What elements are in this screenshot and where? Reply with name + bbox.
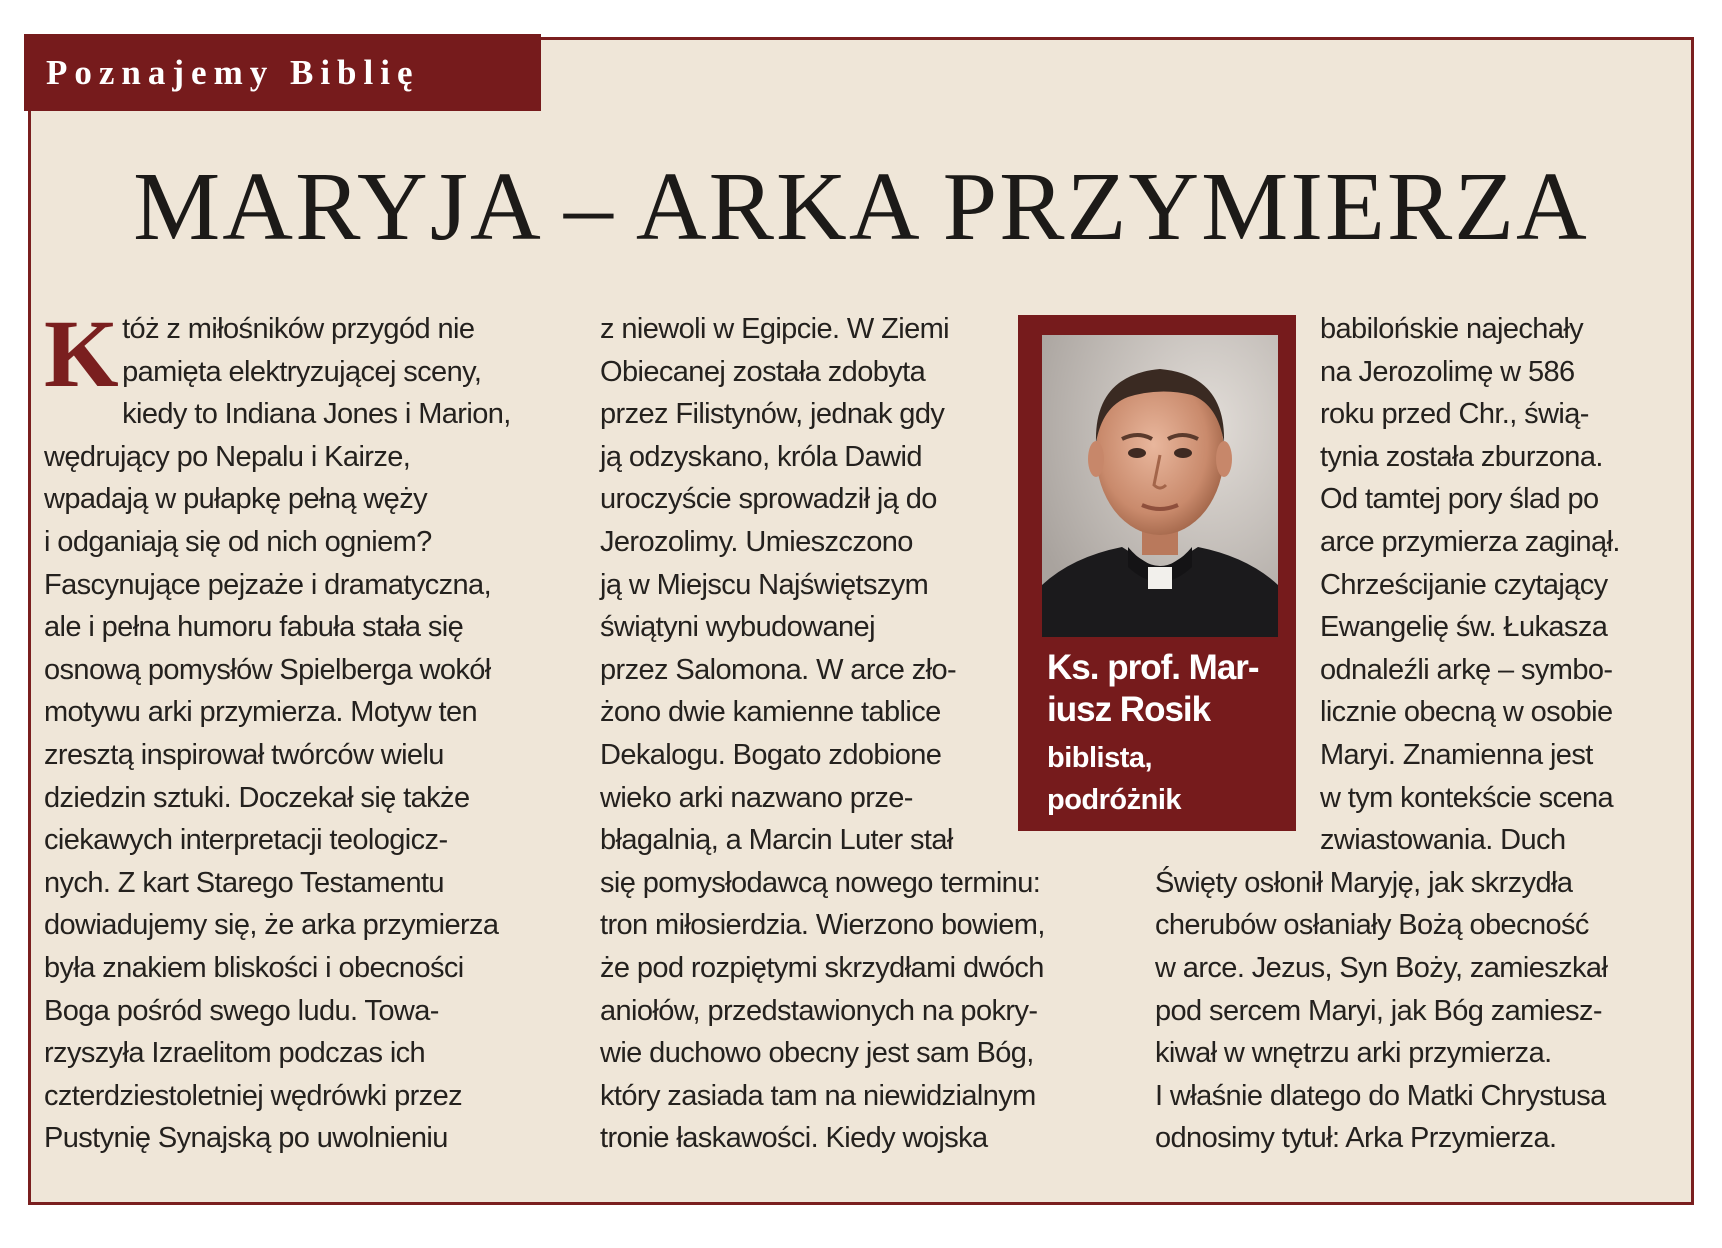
text-line: czterdziestoletniej wędrówki przez	[44, 1079, 462, 1112]
text-line: licznie obecną w osobie	[1320, 696, 1613, 729]
text-line: Maryi. Znamienna jest	[1320, 738, 1593, 771]
text-line: Święty osłonił Maryję, jak skrzydła	[1155, 866, 1573, 899]
text-line: dowiadujemy się, że arka przymierza	[44, 909, 499, 942]
text-line: tronie łaskawości. Kiedy wojska	[600, 1122, 988, 1155]
text-line: tron miłosierdzia. Wierzono bowiem,	[600, 909, 1045, 942]
text-line: ciekawych interpretacji teologicz-	[44, 824, 448, 857]
headline: MARYJA – ARKA PRZYMIERZA	[133, 153, 1589, 261]
text-line: wędrujący po Nepalu i Kairze,	[44, 440, 411, 473]
text-line: arce przymierza zaginął.	[1320, 525, 1620, 558]
text-line: i odganiają się od nich ogniem?	[44, 525, 432, 558]
text-line: który zasiada tam na niewidzialnym	[600, 1079, 1036, 1112]
text-line: w tym kontekście scena	[1320, 781, 1614, 814]
author-box	[1018, 315, 1296, 831]
text-line: Pustynię Synajską po uwolnieniu	[44, 1122, 448, 1155]
section-label: Poznajemy Biblię	[24, 34, 541, 111]
text-line: przez Filistynów, jednak gdy	[600, 398, 945, 431]
text-line: Ewangelię św. Łukasza	[1320, 611, 1608, 644]
text-line: Boga pośród swego ludu. Towa-	[44, 994, 439, 1027]
article-column-3-bottom	[1155, 862, 1685, 1160]
author-name-line: Ks. prof. Mar-	[1047, 648, 1259, 687]
text-line: że pod rozpiętymi skrzydłami dwóch	[600, 951, 1044, 984]
text-line: I właśnie dlatego do Matki Chrystusa	[1155, 1079, 1606, 1112]
article-column-1	[44, 300, 564, 1160]
text-line: tóż z miłośników przygód nie	[122, 313, 475, 345]
text-line: odnosimy tytuł: Arka Przymierza.	[1155, 1122, 1557, 1155]
text-line: osnową pomysłów Spielberga wokół	[44, 653, 491, 686]
text-line: ją odzyskano, króla Dawid	[600, 440, 922, 473]
text-line: żono dwie kamienne tablice	[600, 696, 941, 729]
author-role	[1047, 737, 1287, 821]
text-line: Obiecanej została zdobyta	[600, 355, 926, 388]
text-line: wpadają w pułapkę pełną węży	[44, 483, 428, 516]
text-line: Dekalogu. Bogato zdobione	[600, 738, 942, 771]
text-line: wieko arki nazwano prze-	[600, 781, 913, 814]
text-line: Chrześcijanie czytający	[1320, 568, 1608, 601]
author-name-line: iusz Rosik	[1047, 690, 1211, 729]
text-line: aniołów, przedstawionych na pokry-	[600, 994, 1038, 1027]
author-role-line: biblista,	[1047, 742, 1153, 774]
author-name	[1047, 647, 1287, 731]
text-line: się pomysłodawcą nowego terminu:	[600, 866, 1041, 899]
text-line: pod sercem Maryi, jak Bóg zamiesz-	[1155, 994, 1602, 1027]
text-line: kiedy to Indiana Jones i Marion,	[122, 398, 511, 431]
text-line: Jerozolimy. Umieszczono	[600, 525, 913, 558]
text-line: Fascynujące pejzaże i dramatyczna,	[44, 568, 492, 601]
drop-cap: K	[44, 300, 119, 407]
text-line: dziedzin sztuki. Doczekał się także	[44, 781, 470, 814]
text-line: błagalnią, a Marcin Luter stał	[600, 824, 953, 857]
text-line: rzyszyła Izraelitom podczas ich	[44, 1037, 426, 1070]
author-role-line: podróżnik	[1047, 784, 1182, 816]
text-line: w arce. Jezus, Syn Boży, zamieszkał	[1155, 951, 1608, 984]
text-line: babilońskie najechały	[1320, 313, 1584, 345]
text-line: cherubów osłaniały Bożą obecność	[1155, 909, 1589, 942]
text-line: kiwał w wnętrzu arki przymierza.	[1155, 1037, 1552, 1070]
text-line: na Jerozolimę w 586	[1320, 355, 1575, 388]
text-line: uroczyście sprowadził ją do	[600, 483, 937, 516]
text-line: Od tamtej pory ślad po	[1320, 483, 1599, 516]
author-photo	[1042, 335, 1278, 637]
text-line: zwiastowania. Duch	[1320, 824, 1566, 857]
text-line: zresztą inspirował twórców wielu	[44, 738, 444, 771]
text-line: świątyni wybudowanej	[600, 611, 875, 644]
text-line: ale i pełna humoru fabuła stała się	[44, 611, 464, 644]
text-line: ją w Miejscu Najświętszym	[600, 568, 929, 601]
text-line: pamięta elektryzującej sceny,	[122, 355, 482, 388]
text-line: z niewoli w Egipcie. W Ziemi	[600, 313, 950, 345]
text-line: przez Salomona. W arce zło-	[600, 653, 957, 686]
text-line: motywu arki przymierza. Motyw ten	[44, 696, 478, 729]
text-line: była znakiem bliskości i obecności	[44, 951, 464, 984]
author-portrait-icon	[1042, 335, 1278, 637]
text-line: wie duchowo obecny jest sam Bóg,	[600, 1037, 1034, 1070]
text-line: nych. Z kart Starego Testamentu	[44, 866, 444, 899]
text-line: tynia została zburzona.	[1320, 440, 1603, 473]
text-line: roku przed Chr., świą-	[1320, 398, 1589, 431]
text-line: odnaleźli arkę – symbo-	[1320, 653, 1613, 686]
article-column-3-top	[1320, 308, 1680, 862]
